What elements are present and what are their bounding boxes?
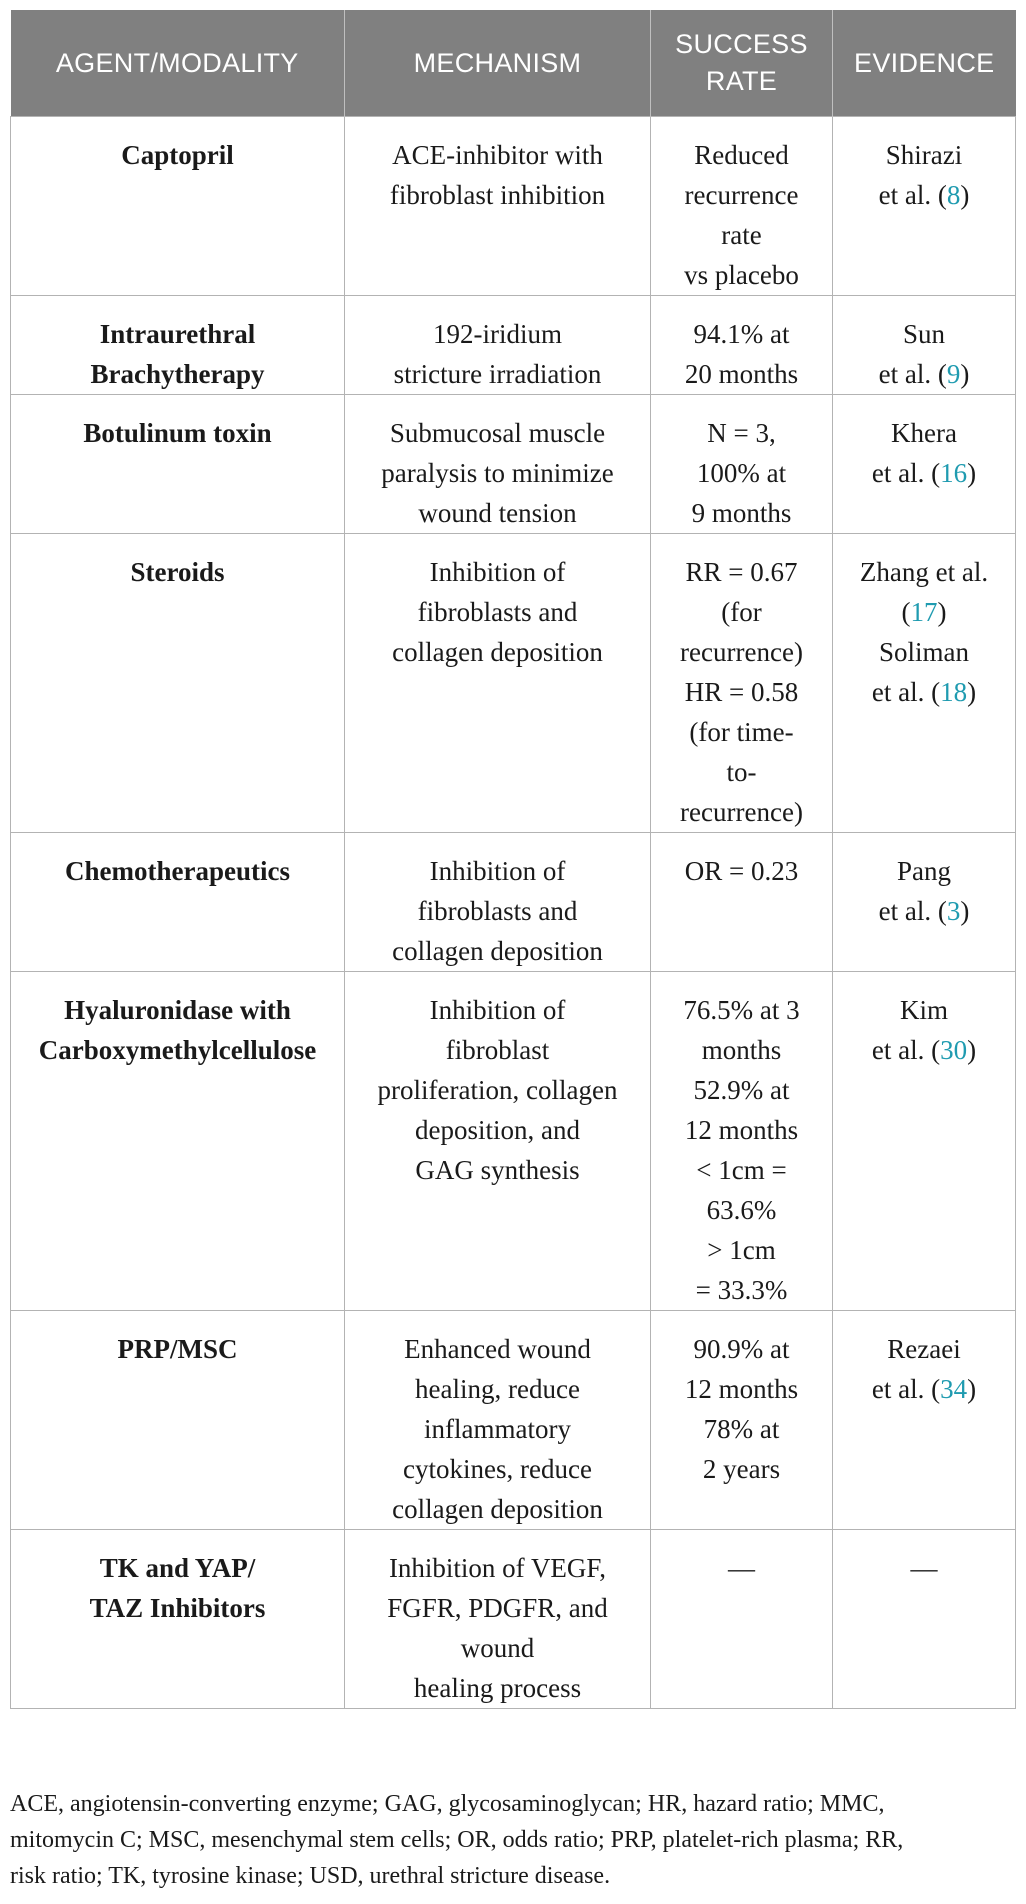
cell-line: 78% at [703,1414,780,1444]
agent-cell [11,534,345,833]
cell-line: 192-iridium [433,319,562,349]
agent-cell [11,1530,345,1709]
reference-link[interactable]: 17 [910,597,938,627]
cell-line: Botulinum toxin [83,418,272,448]
reference-link[interactable]: 18 [940,677,968,707]
agent-cell [11,117,345,296]
cell-line: Inhibition of [429,995,566,1025]
table-row [11,395,1016,534]
cell-line: fibroblasts and [417,896,578,926]
cell-line: 12 months [684,1115,799,1145]
cell-line: recurrence [684,180,799,210]
cell-line: 100% at [696,458,787,488]
cell-line: proliferation, collagen [377,1075,618,1105]
table-body [11,117,1016,1709]
evidence-line [841,672,1007,712]
cell-line: RR = 0.67 [685,557,798,587]
header-mechanism [345,10,651,117]
cell-line: 20 months [684,359,799,389]
success-rate-cell [651,1311,833,1530]
urethral-stricture-adjunct-table [10,10,1016,1709]
reference-link[interactable]: 9 [946,359,961,389]
evidence-text: Shirazi [885,140,963,170]
cell-line: Inhibition of VEGF, [388,1553,607,1583]
success-rate-cell [651,395,833,534]
cell-line: FGFR, PDGFR, and [387,1593,608,1623]
footnote-line: ACE, angiotensin-converting enzyme; GAG, glycosaminoglycan; HR, hazard ratio; MMC, [10,1791,885,1817]
evidence-cell [833,296,1016,395]
cell-line: to- [726,757,757,787]
cell-line: 90.9% at [693,1334,790,1364]
header-label-line: MECHANISM [413,47,582,78]
header-label-line: RATE [705,66,778,96]
evidence-text: et al. ( [878,896,947,926]
evidence-text: et al. ( [878,180,947,210]
cell-line: wound tension [418,498,577,528]
cell-line: TK and YAP/ [99,1553,256,1583]
agent-cell [11,1311,345,1530]
cell-line: Steroids [130,557,225,587]
cell-line: Enhanced wound [404,1334,591,1364]
evidence-text: ) [960,180,970,210]
evidence-cell [833,395,1016,534]
cell-line: = 33.3% [695,1275,788,1305]
evidence-text: Sun [902,319,946,349]
evidence-text: et al. ( [871,458,941,488]
evidence-text: Soliman [878,637,969,667]
success-rate-cell [651,972,833,1311]
evidence-cell [833,972,1016,1311]
evidence-text: et al. ( [871,677,941,707]
header-label-line: AGENT/MODALITY [55,47,299,78]
cell-line: vs placebo [684,260,799,290]
evidence-line [841,314,1007,354]
reference-link[interactable]: 3 [946,896,961,926]
agent-cell [11,296,345,395]
evidence-line [841,354,1007,394]
evidence-cell [833,1311,1016,1530]
agent-cell [11,972,345,1311]
evidence-text: ) [960,359,970,389]
cell-line: Chemotherapeutics [65,856,290,886]
mechanism-cell [345,534,651,833]
evidence-text: ) [967,1035,977,1065]
mechanism-cell [345,972,651,1311]
evidence-line [841,453,1007,493]
cell-line: (for [721,597,762,627]
cell-line: Submucosal muscle [389,418,606,448]
evidence-text: ) [967,458,977,488]
cell-line: Captopril [121,140,234,170]
evidence-text: et al. ( [871,1374,941,1404]
evidence-line [841,135,1007,175]
cell-line: Intraurethral [99,319,256,349]
agent-cell [11,395,345,534]
evidence-text: Khera [891,418,957,448]
cell-line: healing, reduce [415,1374,580,1404]
evidence-text: Pang [897,856,951,886]
evidence-line [841,891,1007,931]
cell-line: N = 3, [707,418,776,448]
reference-link[interactable]: 30 [940,1035,968,1065]
cell-line: recurrence) [680,797,803,827]
evidence-text: ( [901,597,911,627]
success-rate-cell [651,117,833,296]
cell-line: > 1cm [707,1235,776,1265]
evidence-text: Kim [899,995,948,1025]
footnote-line: risk ratio; TK, tyrosine kinase; USD, urethral stricture disease. [10,1863,611,1889]
success-rate-cell [651,1530,833,1709]
evidence-line [841,175,1007,215]
cell-line: rate [721,220,762,250]
table-footnote [10,1786,1015,1894]
cell-line: inflammatory [424,1414,571,1444]
cell-line: stricture irradiation [393,359,602,389]
cell-line: OR = 0.23 [684,856,799,886]
evidence-line [841,1329,1007,1369]
cell-line: 76.5% at 3 [683,995,800,1025]
mechanism-cell [345,1311,651,1530]
cell-line: deposition, and [415,1115,580,1145]
evidence-cell [833,534,1016,833]
evidence-line [841,851,1007,891]
agent-cell [11,833,345,972]
table-container [10,10,1015,1709]
table-row [11,534,1016,833]
cell-line: Carboxymethylcellulose [38,1035,317,1065]
mechanism-cell [345,117,651,296]
cell-line: 2 years [702,1454,781,1484]
cell-line: wound [460,1633,535,1663]
evidence-line [841,632,1007,672]
cell-line: Hyaluronidase with [64,995,291,1025]
table-row [11,1311,1016,1530]
evidence-text: ) [960,896,970,926]
evidence-line [841,1030,1007,1070]
header-label-line: SUCCESS [675,29,808,59]
evidence-text: et al. ( [878,359,947,389]
evidence-text: ) [967,1374,977,1404]
evidence-line [841,1548,1007,1588]
evidence-cell [833,833,1016,972]
table-row [11,833,1016,972]
header-agent-modality [11,10,345,117]
reference-link[interactable]: 16 [940,458,968,488]
cell-line: fibroblast inhibition [389,180,606,210]
cell-line: paralysis to minimize [381,458,614,488]
reference-link[interactable]: 34 [940,1374,968,1404]
cell-line: 12 months [684,1374,799,1404]
cell-line: 63.6% [706,1195,777,1225]
mechanism-cell [345,833,651,972]
evidence-text: ) [967,677,977,707]
evidence-line [841,552,1007,592]
evidence-cell [833,117,1016,296]
evidence-text: — [910,1553,938,1583]
cell-line: (for time- [689,717,794,747]
cell-line: ACE-inhibitor with [392,140,603,170]
evidence-line [841,592,1007,632]
cell-line: months [701,1035,782,1065]
table-row [11,117,1016,296]
header-evidence [833,10,1016,117]
cell-line: fibroblasts and [417,597,578,627]
cell-line: — [728,1553,755,1583]
reference-link[interactable]: 8 [946,180,961,210]
cell-line: TAZ Inhibitors [89,1593,266,1623]
cell-line: collagen deposition [392,936,603,966]
footnote-line: mitomycin C; MSC, mesenchymal stem cells; OR, odds ratio; PRP, platelet-rich plasma; RR, [10,1827,904,1853]
cell-line: healing process [413,1673,582,1703]
cell-line: recurrence) [680,637,803,667]
success-rate-cell [651,296,833,395]
cell-line: HR = 0.58 [684,677,799,707]
header-label-line: EVIDENCE [854,47,995,78]
header-success-rate [651,10,833,117]
table-row [11,972,1016,1311]
cell-line: collagen deposition [392,637,603,667]
table-row [11,1530,1016,1709]
mechanism-cell [345,1530,651,1709]
cell-line: < 1cm = [696,1155,787,1185]
cell-line: fibroblast [445,1035,550,1065]
evidence-text: ) [937,597,947,627]
cell-line: Brachytherapy [90,359,265,389]
evidence-line [841,413,1007,453]
mechanism-cell [345,296,651,395]
mechanism-cell [345,395,651,534]
cell-line: 9 months [691,498,792,528]
table-header [11,10,1016,117]
evidence-cell [833,1530,1016,1709]
evidence-text: Zhang et al. [859,557,989,587]
evidence-line [841,990,1007,1030]
cell-line: 94.1% at [693,319,790,349]
cell-line: collagen deposition [392,1494,603,1524]
success-rate-cell [651,534,833,833]
header-row [11,10,1016,117]
cell-line: Reduced [694,140,789,170]
cell-line: PRP/MSC [117,1334,238,1364]
evidence-text: Rezaei [887,1334,961,1364]
evidence-line [841,1369,1007,1409]
cell-line: Inhibition of [429,557,566,587]
table-row [11,296,1016,395]
evidence-text: et al. ( [871,1035,941,1065]
cell-line: GAG synthesis [415,1155,580,1185]
cell-line: Inhibition of [429,856,566,886]
cell-line: 52.9% at [693,1075,790,1105]
success-rate-cell [651,833,833,972]
cell-line: cytokines, reduce [403,1454,592,1484]
